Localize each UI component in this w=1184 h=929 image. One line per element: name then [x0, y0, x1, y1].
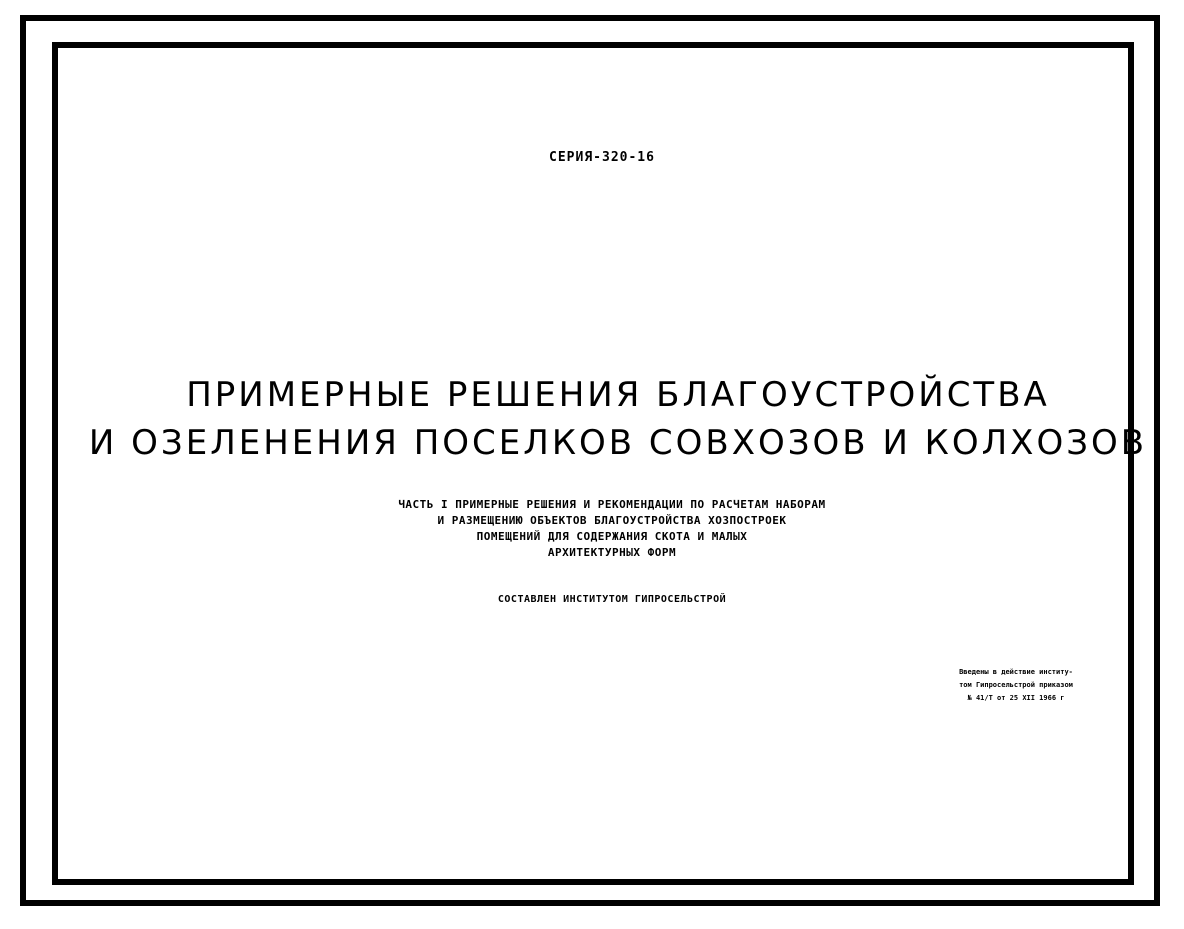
approval-line: том Гипросельстрой приказом [959, 681, 1073, 689]
title-line-2: И ОЗЕЛЕНЕНИЯ ПОСЕЛКОВ СОВХОЗОВ И КОЛХОЗОВ [88, 423, 1148, 463]
approval-line: № 41/Т от 25 XII 1966 г [967, 694, 1065, 702]
inner-border [52, 42, 1134, 885]
title-line-1: ПРИМЕРНЫЕ РЕШЕНИЯ БЛАГОУСТРОЙСТВА [186, 375, 1050, 415]
approval-note [936, 666, 1096, 705]
subtitle-line: И РАЗМЕЩЕНИЮ ОБЪЕКТОВ БЛАГОУСТРОЙСТВА ХОЗПОСТРОЕК [437, 514, 787, 527]
approval-line: Введены в действие институ- [959, 668, 1073, 676]
series-number: СЕРИЯ-320-16 [549, 150, 655, 165]
subtitle [20, 497, 1184, 561]
subtitle-line: ЧАСТЬ I ПРИМЕРНЫЕ РЕШЕНИЯ И РЕКОМЕНДАЦИИ ПО РАСЧЕТАМ НАБОРАМ [398, 498, 826, 511]
subtitle-line: АРХИТЕКТУРНЫХ ФОРМ [547, 546, 677, 559]
subtitle-line: ПОМЕЩЕНИЙ ДЛЯ СОДЕРЖАНИЯ СКОТА И МАЛЫХ [476, 530, 748, 543]
compiled-by: СОСТАВЛЕН ИНСТИТУТОМ ГИПРОСЕЛЬСТРОЙ [497, 594, 727, 605]
